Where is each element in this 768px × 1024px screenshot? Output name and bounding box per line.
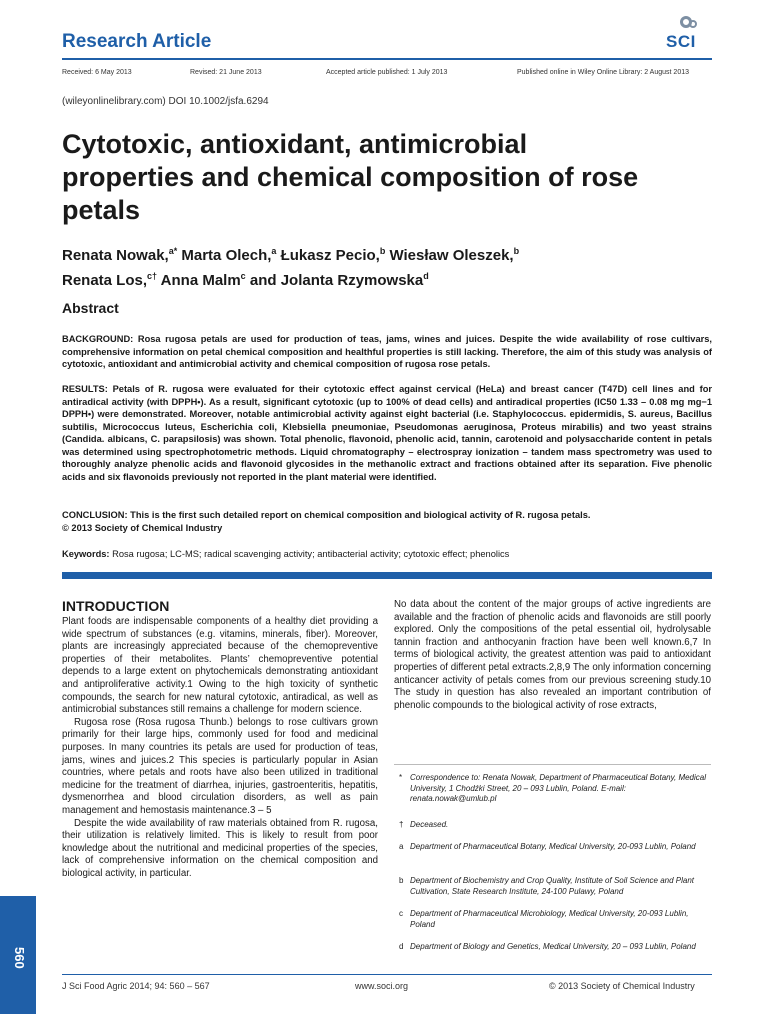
footnote-affiliation-a: a Department of Pharmaceutical Botany, Medical University, 20-093 Lublin, Poland bbox=[399, 842, 696, 851]
footer-rule bbox=[62, 974, 712, 975]
footnote-affiliation-b: b Department of Biochemistry and Crop Quality, Institute of Soil Science and Plant Cultivation, State Research Institute, 24-100 Pulawy, Poland bbox=[399, 876, 694, 896]
abstract-results: RESULTS: Petals of R. rugosa were evaluated for their cytotoxic effect against cervical (HeLa) and breast cancer (T47D) cell lines and for antiradical activity (with DPPH•). As a result, significant cytotoxic (up to 100% of dead cells) and antiradical properties (IC50 1.33 – 0.08 mg mg−1 DPPH•) were demonstrated. Moreover, notable antimicrobial activity against eight bacterial (i.e. Staphylococcus. epidermidis, S. aureus, Bacillus subtilis, Micrococcus luteus, Escherichia coli, Klebsiella pneumoniae, Pseudomonas aeruginosa, Proteus mirabilis) and two yeast strains (Candida. albicans, C. parapsilosis) was shown. Total phenolic, flavonoid, phenolic acid, tannin, carotenoid and polysaccharide content in petals was determined using spectrophotometric methods. Liquid chromatography – electrospray ionization – tandem mass spectrometry was used to thoroughly analyze phenolic acids and flavonoid glycosides in the methanolic extract and fractions obtained after its separation. Five phenolic acids and six flavonoids previously not reported in the plant material were identified. bbox=[62, 384, 712, 482]
page-number: 560 bbox=[12, 947, 27, 969]
logo-ring-small-icon bbox=[689, 20, 697, 28]
keywords: Keywords: Rosa rugosa; LC-MS; radical scavenging activity; antibacterial activity; cytotoxic effect; phenolics bbox=[62, 549, 510, 559]
intro-paragraph-2: Rugosa rose (Rosa rugosa Thunb.) belongs to rose cultivars grown primarily for their large hips, commonly used for food and medicinal purposes. In many countries its petals are used for production of teas, jams, wines and juices.2 This species is particularly popular in Asian countries, where petals and roots have also been utilized in traditional medicine for the treatment of diarrhea, injuries, gastroenteritis, hepatitis, dysmenorrhea and blood circulation disorders, as well as pain management and hemostasis maintenance.3 – 5 bbox=[62, 716, 378, 816]
abstract-background: BACKGROUND: Rosa rugosa petals are used for production of teas, jams, wines and juices. Despite the wide availability of rose cultivars, comprehensive information on petal chemical composition and healthful properties is still lacking. Therefore, the aim of this study was analysis of cytotoxic, antioxidant and antimicrobial activity and chemical composition of rugosa rose petals. bbox=[62, 334, 712, 369]
article-title: Cytotoxic, antioxidant, antimicrobial properties and chemical composition of rose petals bbox=[62, 129, 639, 225]
date-revised: Revised: 21 June 2013 bbox=[190, 69, 262, 76]
author-list bbox=[62, 241, 702, 291]
author-7: and Jolanta Rzymowska$^d$ bbox=[245, 271, 429, 289]
footnote-rule bbox=[394, 764, 711, 765]
footnote-affiliation-d: d Department of Biology and Genetics, Medical University, 20 – 093 Lublin, Poland bbox=[399, 942, 696, 951]
abstract-copyright: © 2013 Society of Chemical Industry bbox=[62, 522, 223, 533]
logo-text: SCI bbox=[666, 32, 696, 51]
footer-journal: J Sci Food Agric 2014; 94: 560 – 567 bbox=[62, 981, 210, 991]
intro-paragraph-4: No data about the content of the major groups of active ingredients are available and the fraction of phenolic acids and flavonoids are still poorly explored. Only the compositions of the petal essential oil, hydrolysable tannin fraction and anthocyanin fraction have been well known.6,7 In terms of biological activity, the greatest attention was paid to antioxidant properties of different petal extracts.2,8,9 The only information concerning anticancer activity of petals comes from our previous screening study.10 The study in question has also revealed an important contribution of phenolic compounds to the biological activity of rose extracts, bbox=[394, 599, 711, 711]
section-label: Research Article bbox=[62, 31, 212, 52]
footnote-deceased: † Deceased. bbox=[399, 820, 449, 829]
doi-line[interactable]: (wileyonlinelibrary.com) DOI 10.1002/jsfa.6294 bbox=[62, 96, 269, 107]
introduction-heading: INTRODUCTION bbox=[62, 598, 170, 614]
author-3: Łukasz Pecio,$^b$ bbox=[276, 246, 386, 264]
author-2: Marta Olech,$^a$ bbox=[177, 246, 277, 264]
date-accepted: Accepted article published: 1 July 2013 bbox=[326, 69, 448, 76]
footer-website[interactable]: www.soci.org bbox=[355, 981, 409, 991]
footnote-affiliation-c: c Department of Pharmaceutical Microbiology, Medical University, 20-093 Lublin, Poland bbox=[399, 909, 689, 929]
sci-logo bbox=[662, 16, 714, 52]
author-6: Anna Malm$^c$ bbox=[157, 271, 246, 289]
publication-dates bbox=[62, 69, 712, 81]
footer-copyright: © 2013 Society of Chemical Industry bbox=[549, 981, 695, 991]
header-rule bbox=[62, 58, 712, 60]
date-published: Published online in Wiley Online Library: 2 August 2013 bbox=[517, 69, 689, 76]
intro-paragraph-3: Despite the wide availability of raw materials obtained from R. rugosa, their utilization is relatively limited. This is likely to result from poor knowledge about the nutritional and medicinal properties of the species, lack of comprehensive information on the chemical composition and biological activity, in particular. bbox=[62, 817, 378, 879]
author-4: Wiesław Oleszek,$^b$ bbox=[385, 246, 520, 264]
abstract-heading: Abstract bbox=[62, 300, 119, 316]
author-5: Renata Los,$^{c\dagger}$ bbox=[62, 271, 158, 289]
section-divider bbox=[62, 572, 712, 579]
introduction-column-1 bbox=[62, 616, 378, 880]
author-1: Renata Nowak,$^{a*}$ bbox=[62, 246, 178, 264]
abstract-conclusion: CONCLUSION: This is the first such detailed report on chemical composition and biological activity of R. rugosa petals. © 2013 Society of Chemical Industry bbox=[62, 510, 591, 533]
footnote-correspondence: * Correspondence to: Renata Nowak, Department of Pharmaceutical Botany, Medical University, 1 Chodźki Street, 20 – 093 Lublin, Poland. E-mail: renata.nowak@umlub.pl bbox=[399, 773, 707, 803]
date-received: Received: 6 May 2013 bbox=[62, 69, 132, 76]
introduction-column-2 bbox=[394, 599, 711, 712]
intro-paragraph-1: Plant foods are indispensable components of a healthy diet providing a wide spectrum of substances (e.g. vitamins, minerals, fiber). Moreover, plants are increasingly appreciated because of the chemopreventive properties of their metabolites. Plants’ chemopreventive potential depends to a large extent on phytochemicals demonstrating antioxidant and antiproliferative activity.1 Owing to the high toxicity of synthetic compounds, the search for new natural cytotoxic, antiradical, as well as antimicrobial substances still remains a challenge for modern science. bbox=[62, 616, 378, 716]
